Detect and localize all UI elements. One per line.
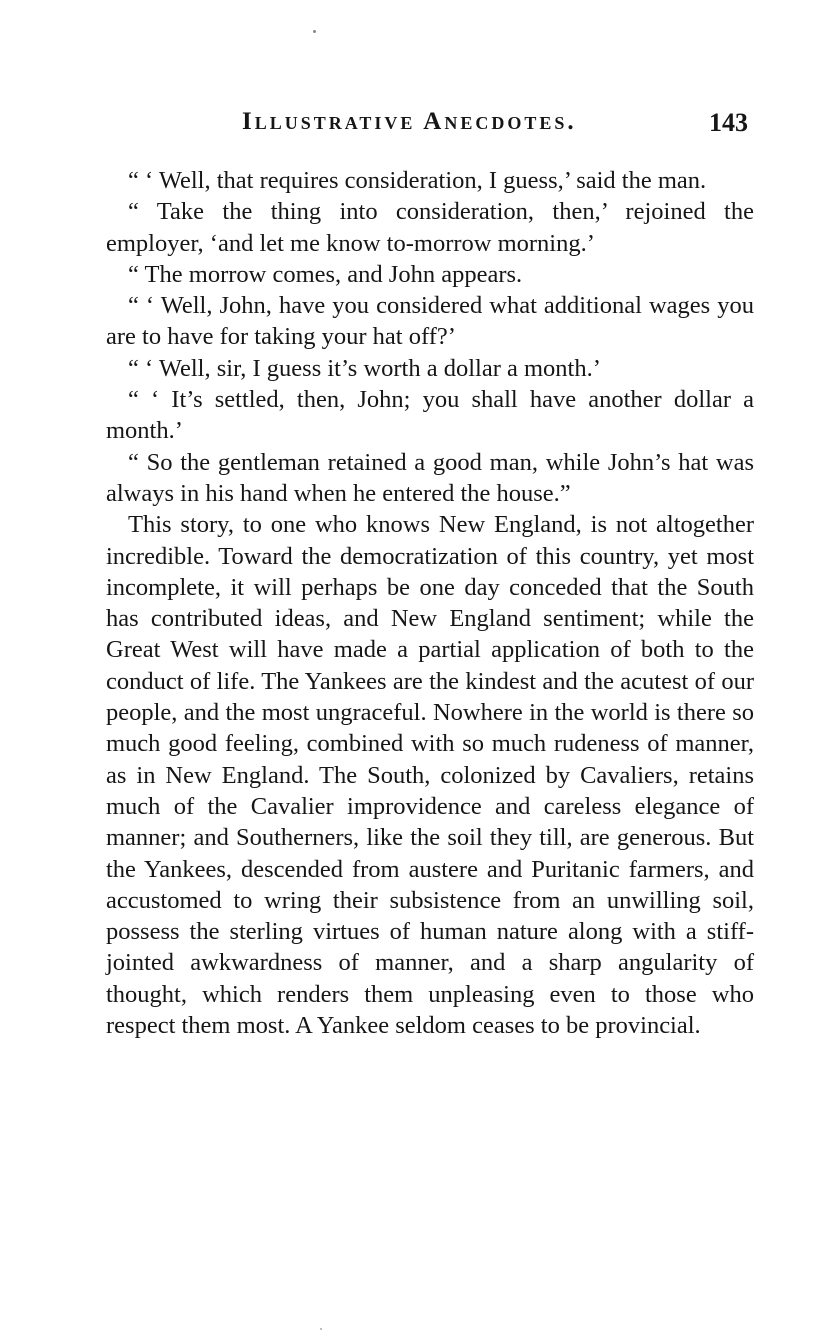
print-speck bbox=[320, 1328, 322, 1330]
paragraph-dialogue-5: “ ‘ Well, sir, I guess it’s worth a dollar a month.’ bbox=[128, 354, 601, 382]
page-number: 143 bbox=[709, 108, 748, 137]
paragraph-dialogue-1: “ ‘ Well, that requires consideration, I guess,’ said the man. bbox=[128, 167, 707, 194]
paragraph-dialogue-2: “ Take the thing into consideration, then,’ rejoined the employer, ‘and let me know to-morrow morning.’ bbox=[106, 198, 754, 257]
page-header bbox=[106, 108, 748, 144]
paragraph-dialogue-4: “ ‘ Well, John, have you considered what additional wages you are to have for taking your hat off?’ bbox=[106, 292, 754, 351]
paragraph-dialogue-6: “ ‘ It’s settled, then, John; you shall have another dollar a month.’ bbox=[106, 386, 754, 445]
body-text bbox=[106, 165, 754, 1041]
running-title: Illustrative Anecdotes. bbox=[242, 108, 577, 135]
paragraph-commentary: This story, to one who knows New England, is not altogether incredible. Toward the democratization of this country, yet most incomplete, it will perhaps be one day conceded that the South has contributed ideas, and New England sentiment; while the Great West will have made a partial application of both to the conduct of life. The Yankees are the kindest and the acutest of our people, and the most ungraceful. Nowhere in the world is there so much good feeling, combined with so much rudeness of manner, as in New England. The South, colonized by Cavaliers, retains much of the Cavalier improvidence and careless elegance of manner; and Southerners, like the soil they till, are generous. But the Yankees, descended from austere and Puritanic farmers, and accustomed to wring their subsistence from an unwilling soil, possess the sterling virtues of human nature along with a stiff-jointed awkwardness of manner, and a sharp angularity of thought, which renders them unpleasing even to those who respect them most. A Yankee seldom ceases to be provincial. bbox=[106, 511, 754, 1040]
paragraph-dialogue-3: “ The morrow comes, and John appears. bbox=[128, 260, 523, 288]
print-speck bbox=[313, 30, 316, 33]
paragraph-dialogue-7: “ So the gentleman retained a good man, while John’s hat was always in his hand when he entered the house.” bbox=[106, 448, 754, 507]
